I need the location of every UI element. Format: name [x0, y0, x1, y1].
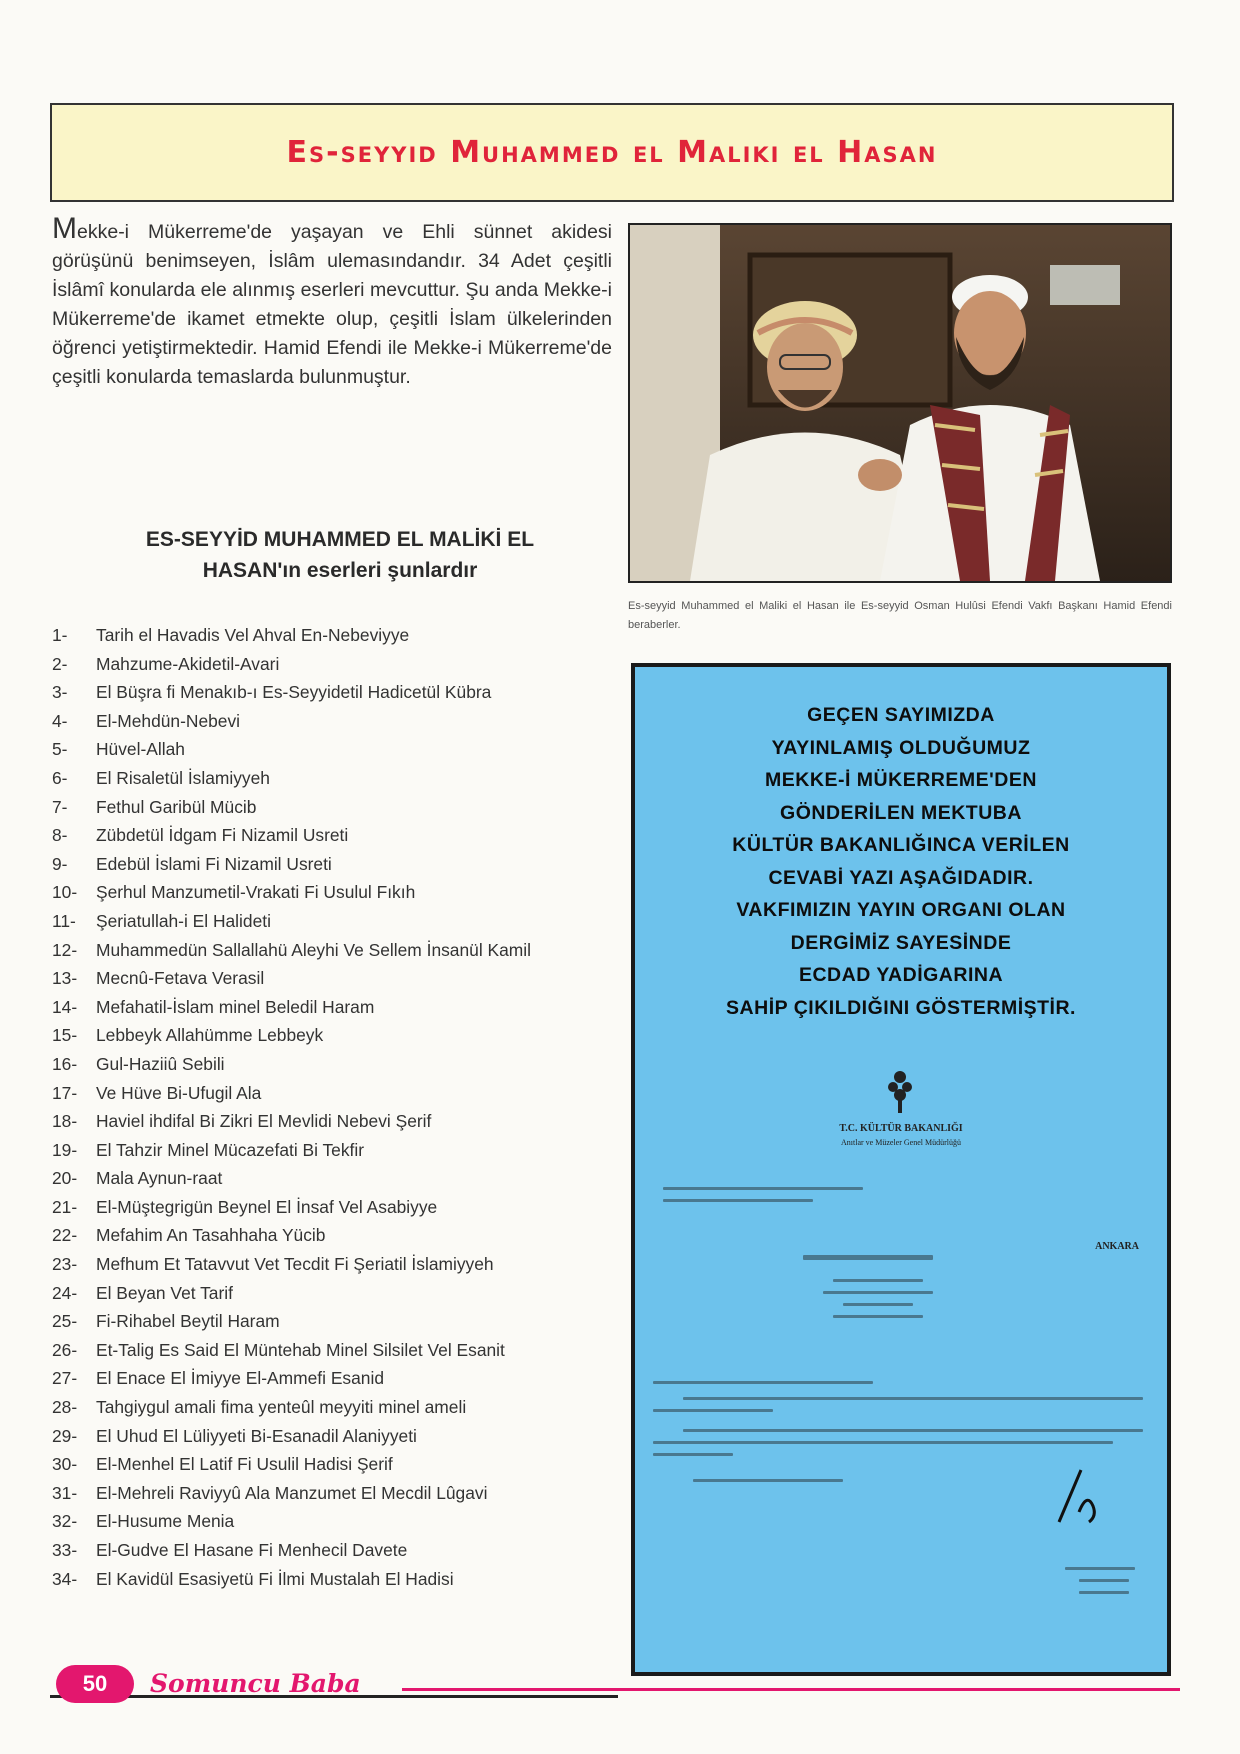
letter-line [1079, 1579, 1129, 1582]
list-item-number: 31- [52, 1482, 78, 1503]
notice-line: ECDAD YADİGARINA [798, 964, 1004, 986]
list-item [52, 1364, 622, 1393]
list-item-number: 26- [52, 1339, 78, 1360]
list-item [52, 678, 622, 707]
list-item [52, 1479, 622, 1508]
letter-line [653, 1409, 773, 1412]
photo-illustration [630, 225, 1170, 581]
letter-line [1065, 1567, 1135, 1570]
list-item-title: El-Menhel El Latif Fi Usulil Hadisi Şerif [96, 1454, 393, 1475]
intro-initial: M [52, 212, 77, 245]
list-item-number: 27- [52, 1368, 78, 1389]
works-list [52, 621, 622, 1593]
works-heading-line2: HASAN'ın eserleri şunlardır [202, 559, 478, 582]
list-item [52, 793, 622, 822]
list-item-title: Tahgiygul amali fima yenteûl meyyiti minel ameli [96, 1397, 467, 1418]
list-item-number: 29- [52, 1425, 78, 1446]
list-item-number: 34- [52, 1568, 78, 1589]
list-item-title: Hüvel-Allah [96, 739, 185, 760]
list-item-number: 17- [52, 1082, 78, 1103]
list-item-number: 28- [52, 1397, 78, 1418]
list-item [52, 993, 622, 1022]
list-item-number: 1- [52, 625, 68, 645]
list-item [52, 821, 622, 850]
list-item [52, 1107, 622, 1136]
list-item-number: 5- [52, 739, 68, 760]
letter-line [1079, 1591, 1129, 1594]
list-item-title: Mefahim An Tasahhaha Yücib [96, 1225, 326, 1246]
list-item-number: 33- [52, 1540, 78, 1560]
list-item-title: Fethul Garibül Mücib [96, 796, 257, 817]
intro-text: ekke-i Mükerreme'de yaşayan ve Ehli sünnet akidesi görüşünü benimseyen, İslâm ulemasındandır. 34 Adet çeşitli İslâmî konularda ele alınmış eserleri mevcuttur. Şu anda Mekke-i Mükerreme'de ikamet etmekte olup, çeşitli İslam ülkelerinden öğrenci yetiştirmektedir. Hamid Efendi ile Mekke-i Mükerreme'de çeşitli konularda temaslarda bulunmuştur. [52, 221, 612, 388]
list-item-title: Mecnû-Fetava Verasil [96, 968, 265, 989]
list-item [52, 650, 622, 679]
letter-line [683, 1397, 1143, 1400]
list-item-title: El-Mehreli Raviyyû Ala Manzumet El Mecdil Lûgavi [96, 1482, 488, 1503]
photo [628, 223, 1172, 583]
list-item-title: Mefahatil-İslam minel Beledil Haram [96, 996, 375, 1017]
list-item-number: 7- [52, 796, 68, 817]
list-item-title: Tarih el Havadis Vel Ahval En-Nebeviyye [96, 625, 410, 645]
list-item-title: El Enace El İmiyye El-Ammefi Esanid [96, 1368, 385, 1389]
list-item-number: 10- [52, 882, 78, 903]
list-item [52, 1164, 622, 1193]
notice-line: MEKKE-İ MÜKERREME'DEN [765, 769, 1037, 791]
list-item [52, 1393, 622, 1422]
letter-line [803, 1255, 933, 1260]
list-item [52, 878, 622, 907]
notice-line: KÜLTÜR BAKANLIĞINCA VERİLEN [732, 834, 1070, 856]
list-item-number: 16- [52, 1053, 78, 1074]
list-item-number: 4- [52, 710, 68, 731]
letter-department: Anıtlar ve Müzeler Genel Müdürlüğü [841, 1138, 961, 1147]
list-item [52, 1536, 622, 1565]
list-item-title: Mahzume-Akidetil-Avari [96, 653, 280, 674]
list-item-title: El Beyan Vet Tarif [96, 1282, 233, 1303]
list-item-title: Haviel ihdifal Bi Zikri El Mevlidi Nebevi Şerif [96, 1111, 432, 1132]
list-item [52, 1193, 622, 1222]
notice-line: GEÇEN SAYIMIZDA [807, 704, 995, 726]
list-item-title: Gul-Haziiû Sebili [96, 1053, 225, 1074]
list-item [52, 907, 622, 936]
list-item-number: 24- [52, 1282, 78, 1303]
list-item-number: 9- [52, 853, 68, 874]
list-item-number: 12- [52, 939, 78, 960]
list-item-title: Şeriatullah-i El Halideti [96, 910, 271, 931]
intro-paragraph [52, 212, 612, 392]
list-item-title: El Büşra fi Menakıb-ı Es-Seyyidetil Hadicetül Kübra [96, 682, 492, 703]
letter-line [843, 1303, 913, 1306]
list-item-title: El Uhud El Lüliyyeti Bi-Esanadil Alaniyyeti [96, 1425, 417, 1446]
letter-city: ANKARA [1095, 1241, 1139, 1252]
list-item-number: 14- [52, 996, 78, 1017]
letter-line [683, 1429, 1143, 1432]
list-item [52, 1250, 622, 1279]
list-item-number: 23- [52, 1254, 78, 1275]
list-item-title: Mefhum Et Tatavvut Vet Tecdit Fi Şeriatil İslamiyyeh [96, 1254, 494, 1275]
list-item-number: 25- [52, 1311, 78, 1332]
list-item-title: Lebbeyk Allahümme Lebbeyk [96, 1025, 324, 1046]
list-item-number: 2- [52, 653, 68, 674]
page-title: Es-seyyid Muhammed el Maliki el Hasan [286, 135, 938, 170]
list-item [52, 707, 622, 736]
list-item-number: 30- [52, 1454, 78, 1475]
notice-line: CEVABİ YAZI AŞAĞIDADIR. [768, 866, 1034, 889]
list-item [52, 1136, 622, 1165]
list-item [52, 1307, 622, 1336]
list-item [52, 735, 622, 764]
letter-line [693, 1479, 843, 1482]
list-item-title: Ve Hüve Bi-Ufugil Ala [96, 1082, 262, 1103]
list-item-title: El-Gudve El Hasane Fi Menhecil Davete [96, 1540, 408, 1560]
list-item-number: 8- [52, 825, 68, 846]
magazine-name: Somuncu Baba [150, 1669, 361, 1698]
list-item [52, 621, 622, 650]
letter-line [663, 1199, 813, 1202]
ministry-letter-image [653, 1067, 1149, 1627]
list-item [52, 764, 622, 793]
list-item-title: El Kavidül Esasiyetü Fi İlmi Mustalah El Hadisi [96, 1568, 454, 1589]
list-item [52, 936, 622, 965]
title-box [50, 103, 1174, 202]
footer-rule [402, 1688, 1180, 1691]
letter-line [823, 1291, 933, 1294]
list-item-title: El-Husume Menia [96, 1511, 235, 1532]
list-item-number: 13- [52, 968, 78, 989]
ministry-emblem-icon [885, 1067, 915, 1117]
letter-line [653, 1381, 873, 1384]
list-item-title: Muhammedün Sallallahü Aleyhi Ve Sellem İnsanül Kamil [96, 939, 532, 960]
notice-line: YAYINLAMIŞ OLDUĞUMUZ [771, 736, 1031, 759]
list-item-title: Şerhul Manzumetil-Vrakati Fi Usulul Fıkıh [96, 882, 416, 903]
list-item-title: El Tahzir Minel Mücazefati Bi Tekfir [96, 1139, 365, 1160]
list-item [52, 964, 622, 993]
page-number-badge: 50 [56, 1665, 134, 1703]
list-item-number: 20- [52, 1168, 78, 1189]
list-item-title: Mala Aynun-raat [96, 1168, 223, 1189]
letter-line [833, 1279, 923, 1282]
letter-ministry: T.C. KÜLTÜR BAKANLIĞI [839, 1123, 963, 1134]
list-item-number: 21- [52, 1196, 78, 1217]
list-item-number: 18- [52, 1111, 78, 1132]
letter-line [653, 1441, 1113, 1444]
list-item-number: 6- [52, 767, 68, 788]
list-item [52, 850, 622, 879]
letter-line [663, 1187, 863, 1190]
list-item-number: 15- [52, 1025, 78, 1046]
works-heading-line1: ES-SEYYİD MUHAMMED EL MALİKİ EL [145, 528, 535, 551]
list-item-number: 22- [52, 1225, 78, 1246]
list-item [52, 1422, 622, 1451]
list-item-number: 3- [52, 682, 68, 703]
list-item [52, 1279, 622, 1308]
list-item-number: 19- [52, 1139, 78, 1160]
list-item-title: El-Müştegrigün Beynel El İnsaf Vel Asabiyye [96, 1196, 438, 1217]
notice-line: SAHİP ÇIKILDIĞINI GÖSTERMİŞTİR. [726, 996, 1076, 1019]
notice-text [645, 699, 1157, 1024]
list-item [52, 1507, 622, 1536]
list-item [52, 1450, 622, 1479]
list-item-title: El Risaletül İslamiyyeh [96, 767, 270, 788]
list-item-title: Zübdetül İdgam Fi Nizamil Usreti [96, 825, 349, 846]
list-item-title: Edebül İslami Fi Nizamil Usreti [96, 853, 332, 874]
signature-icon [1049, 1462, 1109, 1532]
notice-line: GÖNDERİLEN MEKTUBA [780, 801, 1022, 824]
list-item [52, 1079, 622, 1108]
photo-caption: Es-seyyid Muhammed el Maliki el Hasan ile Es-seyyid Osman Hulûsi Efendi Vakfı Başkanı Hamid Efendi beraberler. [628, 600, 1172, 631]
list-item [52, 1221, 622, 1250]
list-item [52, 1336, 622, 1365]
notice-line: VAKFIMIZIN YAYIN ORGANI OLAN [736, 899, 1066, 921]
letter-line [653, 1453, 733, 1456]
list-item-number: 32- [52, 1511, 78, 1532]
list-item-title: Et-Talig Es Said El Müntehab Minel Silsilet Vel Esanit [96, 1339, 505, 1360]
notice-line: DERGİMİZ SAYESİNDE [790, 931, 1012, 954]
list-item-title: Fi-Rihabel Beytil Haram [96, 1311, 280, 1332]
list-item [52, 1050, 622, 1079]
notice-box [631, 663, 1171, 1676]
list-item-number: 11- [52, 910, 76, 931]
list-item-title: El-Mehdün-Nebevi [96, 710, 241, 731]
letter-line [833, 1315, 923, 1318]
list-item [52, 1021, 622, 1050]
list-item [52, 1565, 622, 1594]
works-heading [60, 524, 620, 586]
